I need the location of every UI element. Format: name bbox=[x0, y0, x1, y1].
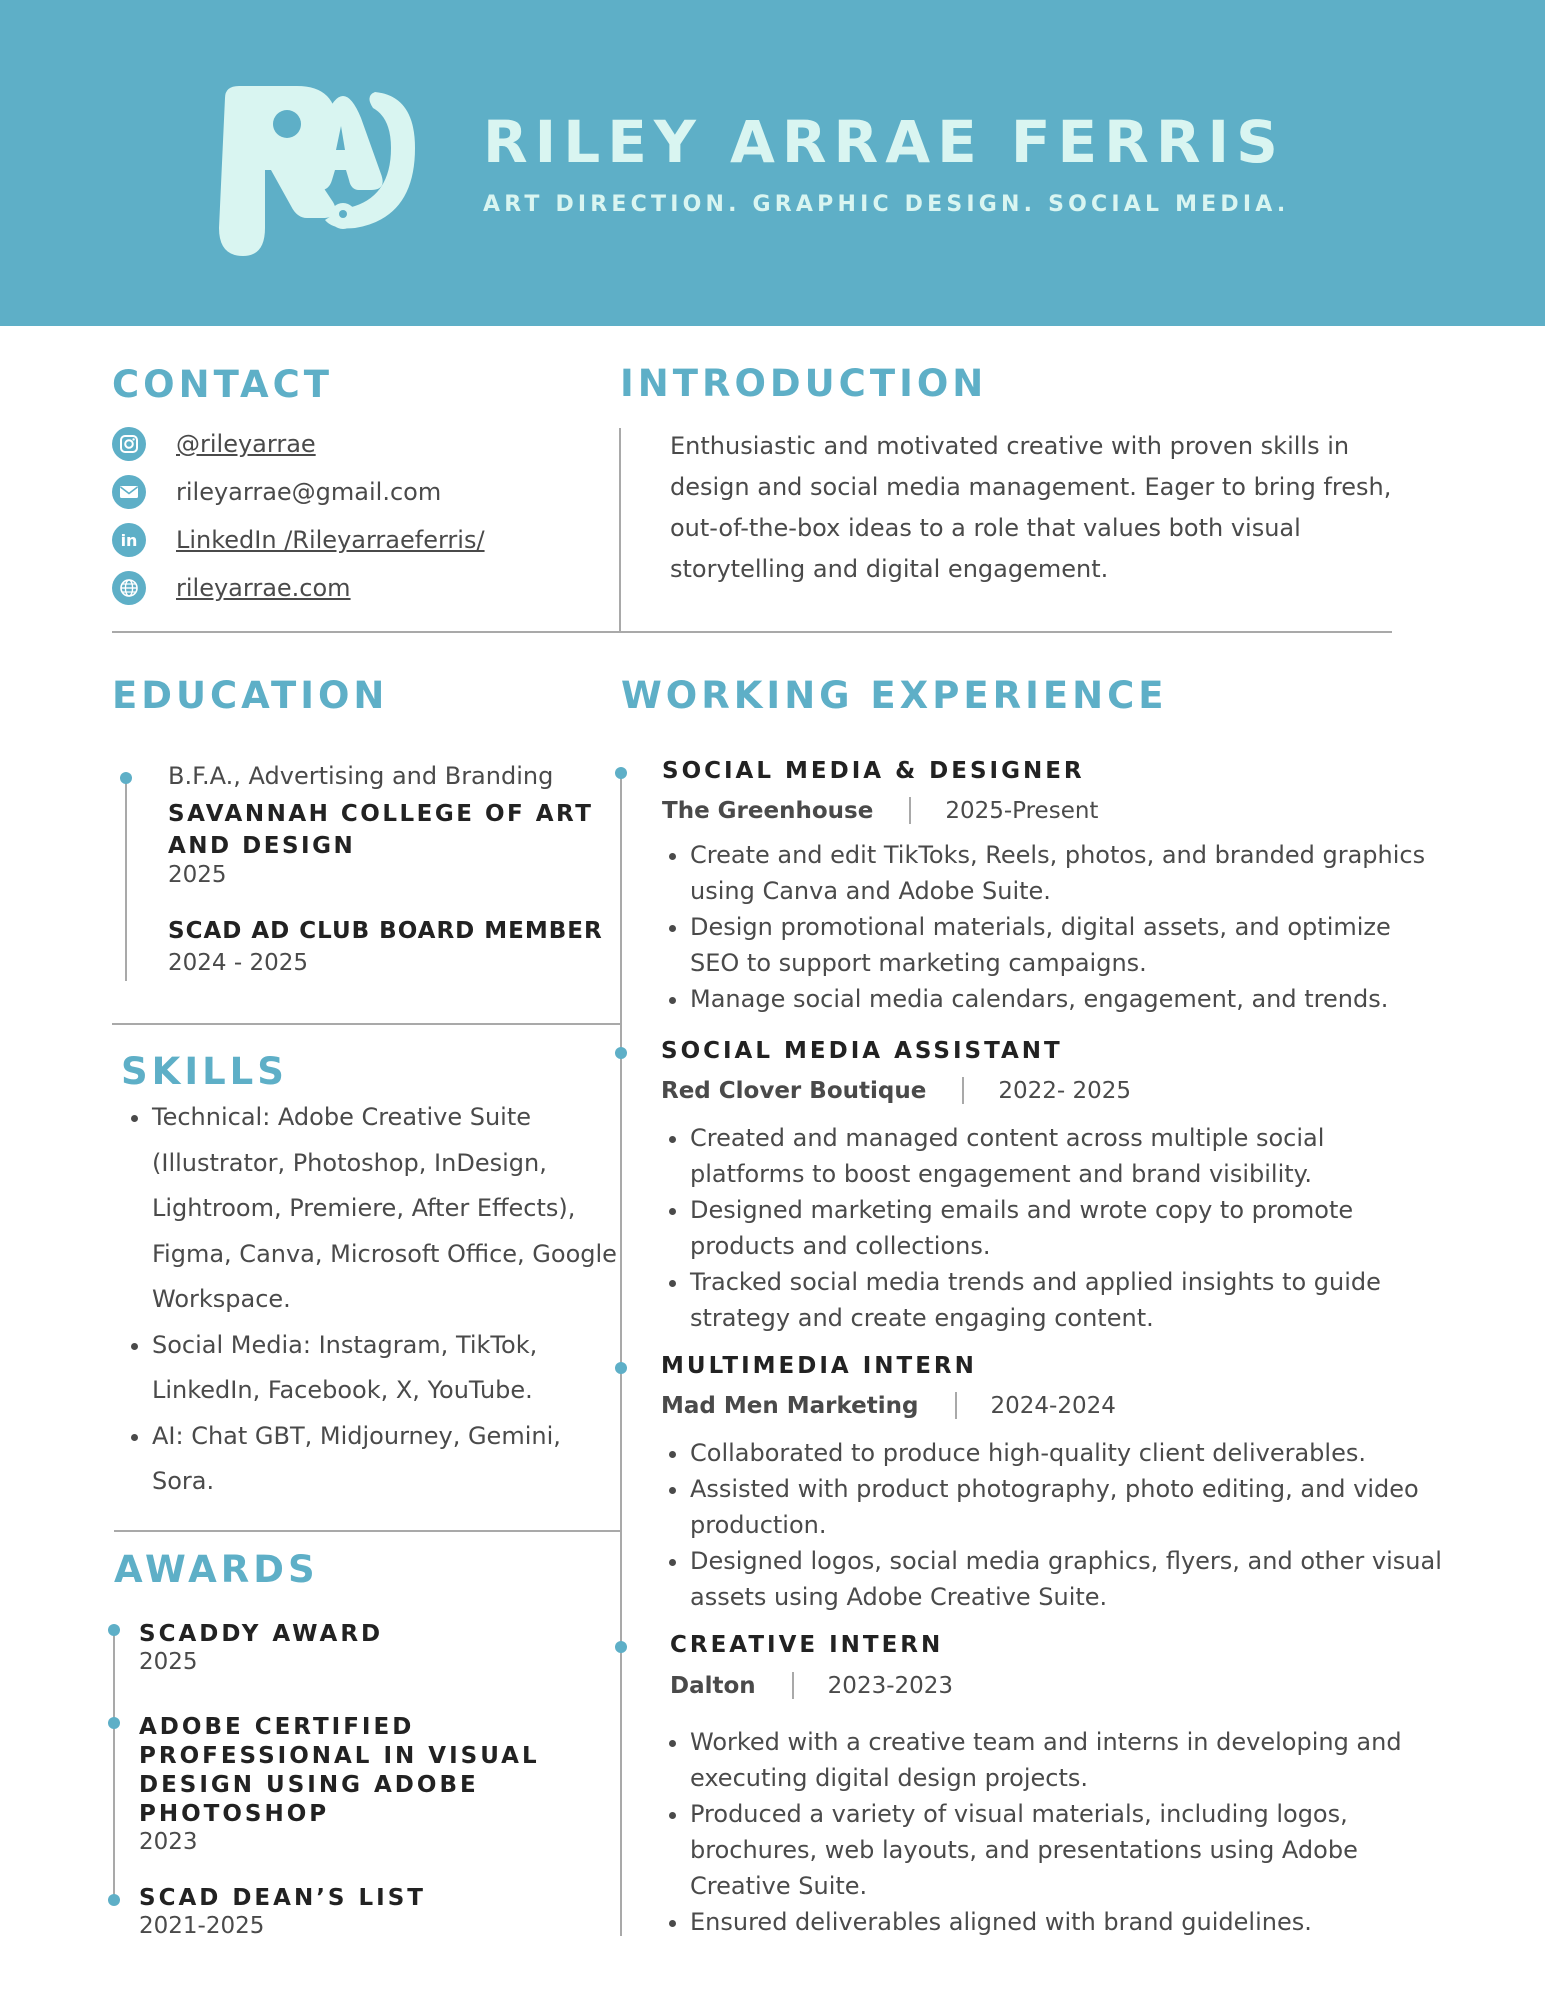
job-dates: 2024-2024 bbox=[990, 1392, 1116, 1419]
job-separator bbox=[909, 797, 911, 824]
linkedin-link[interactable]: LinkedIn /Rileyarraeferris/ bbox=[176, 526, 485, 554]
contact-heading: CONTACT bbox=[112, 363, 333, 406]
skill-item-social-media: • Social Media: Instagram, TikTok, LinkedIn, Facebook, X, YouTube. bbox=[152, 1323, 622, 1414]
job-separator bbox=[962, 1077, 964, 1104]
education-school: SAVANNAH COLLEGE OF ART AND DESIGN bbox=[168, 801, 594, 859]
education-heading: EDUCATION bbox=[112, 674, 389, 717]
skill-item-ai: • AI: Chat GBT, Midjourney, Gemini, Sora. bbox=[152, 1414, 622, 1505]
education-degree: B.F.A., Advertising and Branding bbox=[168, 762, 554, 790]
contact-website[interactable] bbox=[112, 570, 351, 606]
job-company: Red Clover Boutique bbox=[661, 1077, 927, 1104]
timeline-dot bbox=[120, 772, 132, 784]
education-year: 2025 bbox=[168, 862, 227, 888]
job-bullet: • Worked with a creative team and interns in developing and executing digital design projects. bbox=[690, 1724, 1442, 1796]
timeline-dot bbox=[108, 1624, 120, 1636]
candidate-tagline: ART DIRECTION. GRAPHIC DESIGN. SOCIAL MEDIA. bbox=[483, 192, 1290, 217]
job-bullet: • Designed logos, social media graphics, flyers, and other visual assets using Adobe Creative Suite. bbox=[690, 1543, 1442, 1615]
job-separator bbox=[792, 1672, 794, 1699]
job-meta bbox=[662, 797, 1098, 824]
header-banner bbox=[0, 0, 1545, 326]
introduction-text: Enthusiastic and motivated creative with proven skills in design and social media management. Eager to bring fresh, out-of-the-box ideas to a role that values both visual storytelling and digital engagement. bbox=[670, 432, 1392, 583]
skill-item-technical: • Technical: Adobe Creative Suite (Illustrator, Photoshop, InDesign, Lightroom, Premiere, After Effects), Figma, Canva, Microsoft Office, Google Workspace. bbox=[152, 1095, 622, 1323]
award-year: 2021-2025 bbox=[139, 1913, 265, 1939]
top-divider bbox=[112, 631, 1392, 633]
timeline-dot bbox=[108, 1894, 120, 1906]
skills-list bbox=[124, 1095, 622, 1505]
experience-heading: WORKING EXPERIENCE bbox=[621, 674, 1168, 717]
job-bullets bbox=[662, 1435, 1442, 1615]
job-bullet: • Created and managed content across multiple social platforms to boost engagement and brand visibility. bbox=[690, 1120, 1442, 1192]
job-bullet: • Collaborated to produce high-quality client deliverables. bbox=[690, 1435, 1442, 1471]
job-bullet: • Produced a variety of visual materials, including logos, brochures, web layouts, and presentations using Adobe Creative Suite. bbox=[690, 1796, 1442, 1904]
education-timeline bbox=[125, 778, 127, 981]
job-bullets bbox=[662, 1120, 1442, 1336]
job-bullet: • Create and edit TikToks, Reels, photos, and branded graphics using Canva and Adobe Suite. bbox=[690, 837, 1442, 909]
contact-instagram[interactable] bbox=[112, 426, 316, 462]
education-club: SCAD AD CLUB BOARD MEMBER bbox=[168, 918, 603, 944]
job-title: SOCIAL MEDIA & DESIGNER bbox=[662, 758, 1085, 784]
award-title: SCAD DEAN’S LIST bbox=[139, 1885, 426, 1911]
job-bullet: • Tracked social media trends and applied insights to guide strategy and create engaging content. bbox=[690, 1264, 1442, 1336]
contact-email[interactable] bbox=[112, 474, 441, 510]
education-club-years: 2024 - 2025 bbox=[168, 950, 308, 976]
intro-divider bbox=[619, 428, 621, 631]
job-company: The Greenhouse bbox=[662, 797, 874, 824]
awards-timeline bbox=[113, 1630, 115, 1900]
candidate-name: RILEY ARRAE FERRIS bbox=[483, 108, 1285, 176]
timeline-dot bbox=[108, 1717, 120, 1729]
timeline-dot bbox=[615, 767, 627, 779]
job-dates: 2022- 2025 bbox=[998, 1077, 1131, 1104]
instagram-handle[interactable]: @rileyarrae bbox=[176, 430, 316, 458]
job-dates: 2023-2023 bbox=[827, 1672, 954, 1699]
timeline-dot bbox=[615, 1362, 627, 1374]
awards-heading: AWARDS bbox=[114, 1548, 319, 1591]
email-icon bbox=[112, 475, 146, 509]
globe-icon bbox=[112, 571, 146, 605]
job-dates: 2025-Present bbox=[945, 797, 1099, 824]
job-meta bbox=[670, 1672, 953, 1699]
job-bullet: • Assisted with product photography, photo editing, and video production. bbox=[690, 1471, 1442, 1543]
job-bullet: • Ensured deliverables aligned with brand guidelines. bbox=[690, 1904, 1442, 1940]
award-title: SCADDY AWARD bbox=[139, 1621, 384, 1647]
education-divider bbox=[112, 1023, 620, 1025]
job-company: Dalton bbox=[670, 1672, 756, 1699]
job-bullets bbox=[662, 1724, 1442, 1940]
instagram-icon bbox=[112, 427, 146, 461]
award-year: 2023 bbox=[139, 1829, 198, 1855]
introduction-heading: INTRODUCTION bbox=[620, 362, 988, 405]
job-bullet: • Design promotional materials, digital assets, and optimize SEO to support marketing campaigns. bbox=[690, 909, 1442, 981]
job-meta bbox=[661, 1392, 1116, 1419]
job-company: Mad Men Marketing bbox=[661, 1392, 919, 1419]
email-address[interactable]: rileyarrae@gmail.com bbox=[176, 478, 442, 506]
linkedin-icon: in bbox=[112, 523, 146, 557]
job-title: CREATIVE INTERN bbox=[670, 1632, 944, 1658]
award-year: 2025 bbox=[139, 1649, 198, 1675]
experience-timeline bbox=[620, 773, 622, 1936]
job-bullets bbox=[662, 837, 1442, 1017]
timeline-dot bbox=[615, 1641, 627, 1653]
contact-linkedin[interactable] bbox=[112, 522, 485, 558]
skills-heading: SKILLS bbox=[121, 1050, 288, 1093]
job-title: SOCIAL MEDIA ASSISTANT bbox=[661, 1038, 1063, 1064]
website-link[interactable]: rileyarrae.com bbox=[176, 574, 351, 602]
timeline-dot bbox=[615, 1047, 627, 1059]
job-title: MULTIMEDIA INTERN bbox=[661, 1353, 977, 1379]
ra-logo bbox=[205, 78, 420, 263]
job-meta bbox=[661, 1077, 1131, 1104]
skills-divider bbox=[114, 1530, 622, 1532]
job-bullet: • Manage social media calendars, engagement, and trends. bbox=[690, 981, 1442, 1017]
award-title: ADOBE CERTIFIED PROFESSIONAL IN VISUAL DESIGN USING ADOBE PHOTOSHOP bbox=[139, 1714, 540, 1827]
job-bullet: • Designed marketing emails and wrote copy to promote products and collections. bbox=[690, 1192, 1442, 1264]
job-separator bbox=[955, 1392, 957, 1419]
